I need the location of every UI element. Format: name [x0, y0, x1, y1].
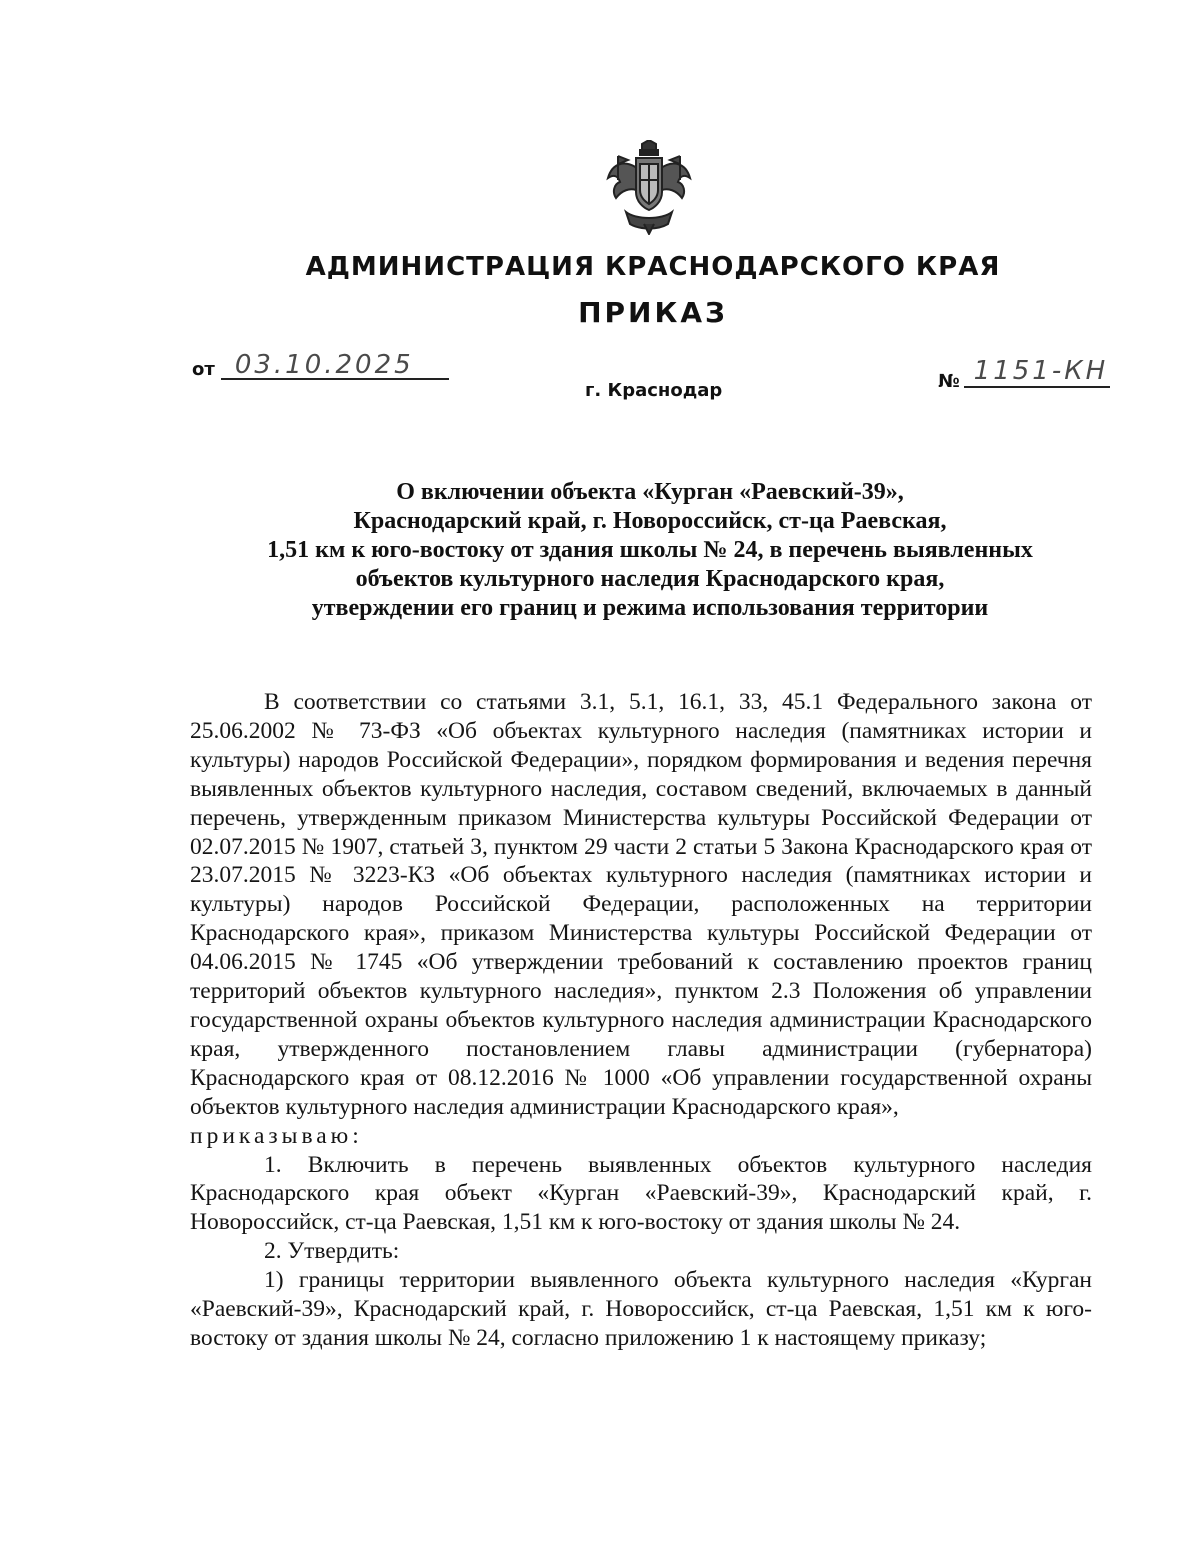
subject-line: 1,51 км к юго-востоку от здания школы № 24, в перечень выявленных [267, 537, 1033, 563]
city-label: г. Краснодар [585, 380, 723, 401]
coat-of-arms-icon [604, 140, 694, 235]
handwritten-date: 03.10.2025 [221, 352, 449, 380]
subject-line: утверждении его границ и режима использования территории [311, 595, 989, 621]
date-prefix: от [192, 359, 215, 380]
item-2-paragraph: 2. Утвердить: [264, 1238, 400, 1265]
number-field [938, 356, 1110, 392]
subject-line: О включении объекта «Курган «Раевский-39», [396, 479, 904, 505]
handwritten-number: 1151-КН [964, 356, 1110, 388]
preamble-text: В соответствии со статьями 3.1, 5.1, 16.1, 33, 45.1 Федерального закона от 25.06.2002 № 73-ФЗ «Об объектах культурного наследия (памятниках истории и культуры) народов Российской Федерации», порядком формирования и ведения перечня выявленных объектов культурного наследия, составом сведений, включаемых в данный перечень, утвержденным приказом Министерства культуры Российской Федерации от 02.07.2015 № 1907, статьей 3, пунктом 29 части 2 статьи 5 Закона Краснодарского края от 23.07.2015 № 3223-КЗ «Об объектах культурного наследия (памятниках истории и культуры) народов Российской Федерации, расположенных на территории Краснодарского края», приказом Министерства культуры Российской Федерации от 04.06.2015 № 1745 «Об утверждении требований к составлению проектов границ территорий объектов культурного наследия», пунктом 2.3 Положения об управлении государственной охраны объектов культурного наследия администрации Краснодарского края, утвержденного постановлением главы администрации (губернатора) Краснодарского края от 08.12.2016 № 1000 «Об управлении государственной охраны объектов культурного наследия администрации Краснодарского края», [190, 689, 1092, 1120]
date-field [192, 352, 449, 380]
document-subject [150, 478, 1150, 623]
item-2-1-paragraph: 1) границы территории выявленного объекта культурного наследия «Курган «Раевский-39», Краснодарский край, г. Новороссийск, ст-ца Раевская, 1,51 км к юго-востоку от здания школы № 24, согласно приложению 1 к настоящему приказу; [190, 1267, 1092, 1351]
order-word: приказываю: [190, 1122, 363, 1149]
number-prefix: № [938, 371, 960, 392]
organization-title: АДМИНИСТРАЦИЯ КРАСНОДАРСКОГО КРАЯ [305, 252, 1001, 282]
preamble-paragraph [190, 688, 1092, 1151]
item-1-paragraph: 1. Включить в перечень выявленных объектов культурного наследия Краснодарского края объект «Курган «Раевский-39», Краснодарский край, г. Новороссийск, ст-ца Раевская, 1,51 км к юго-востоку от здания школы № 24. [190, 1151, 1092, 1236]
document-body [190, 688, 1092, 1353]
document-type: ПРИКАЗ [578, 296, 728, 329]
subject-line: Краснодарский край, г. Новороссийск, ст-ца Раевская, [353, 508, 947, 534]
subject-line: объектов культурного наследия Краснодарского края, [355, 566, 945, 592]
